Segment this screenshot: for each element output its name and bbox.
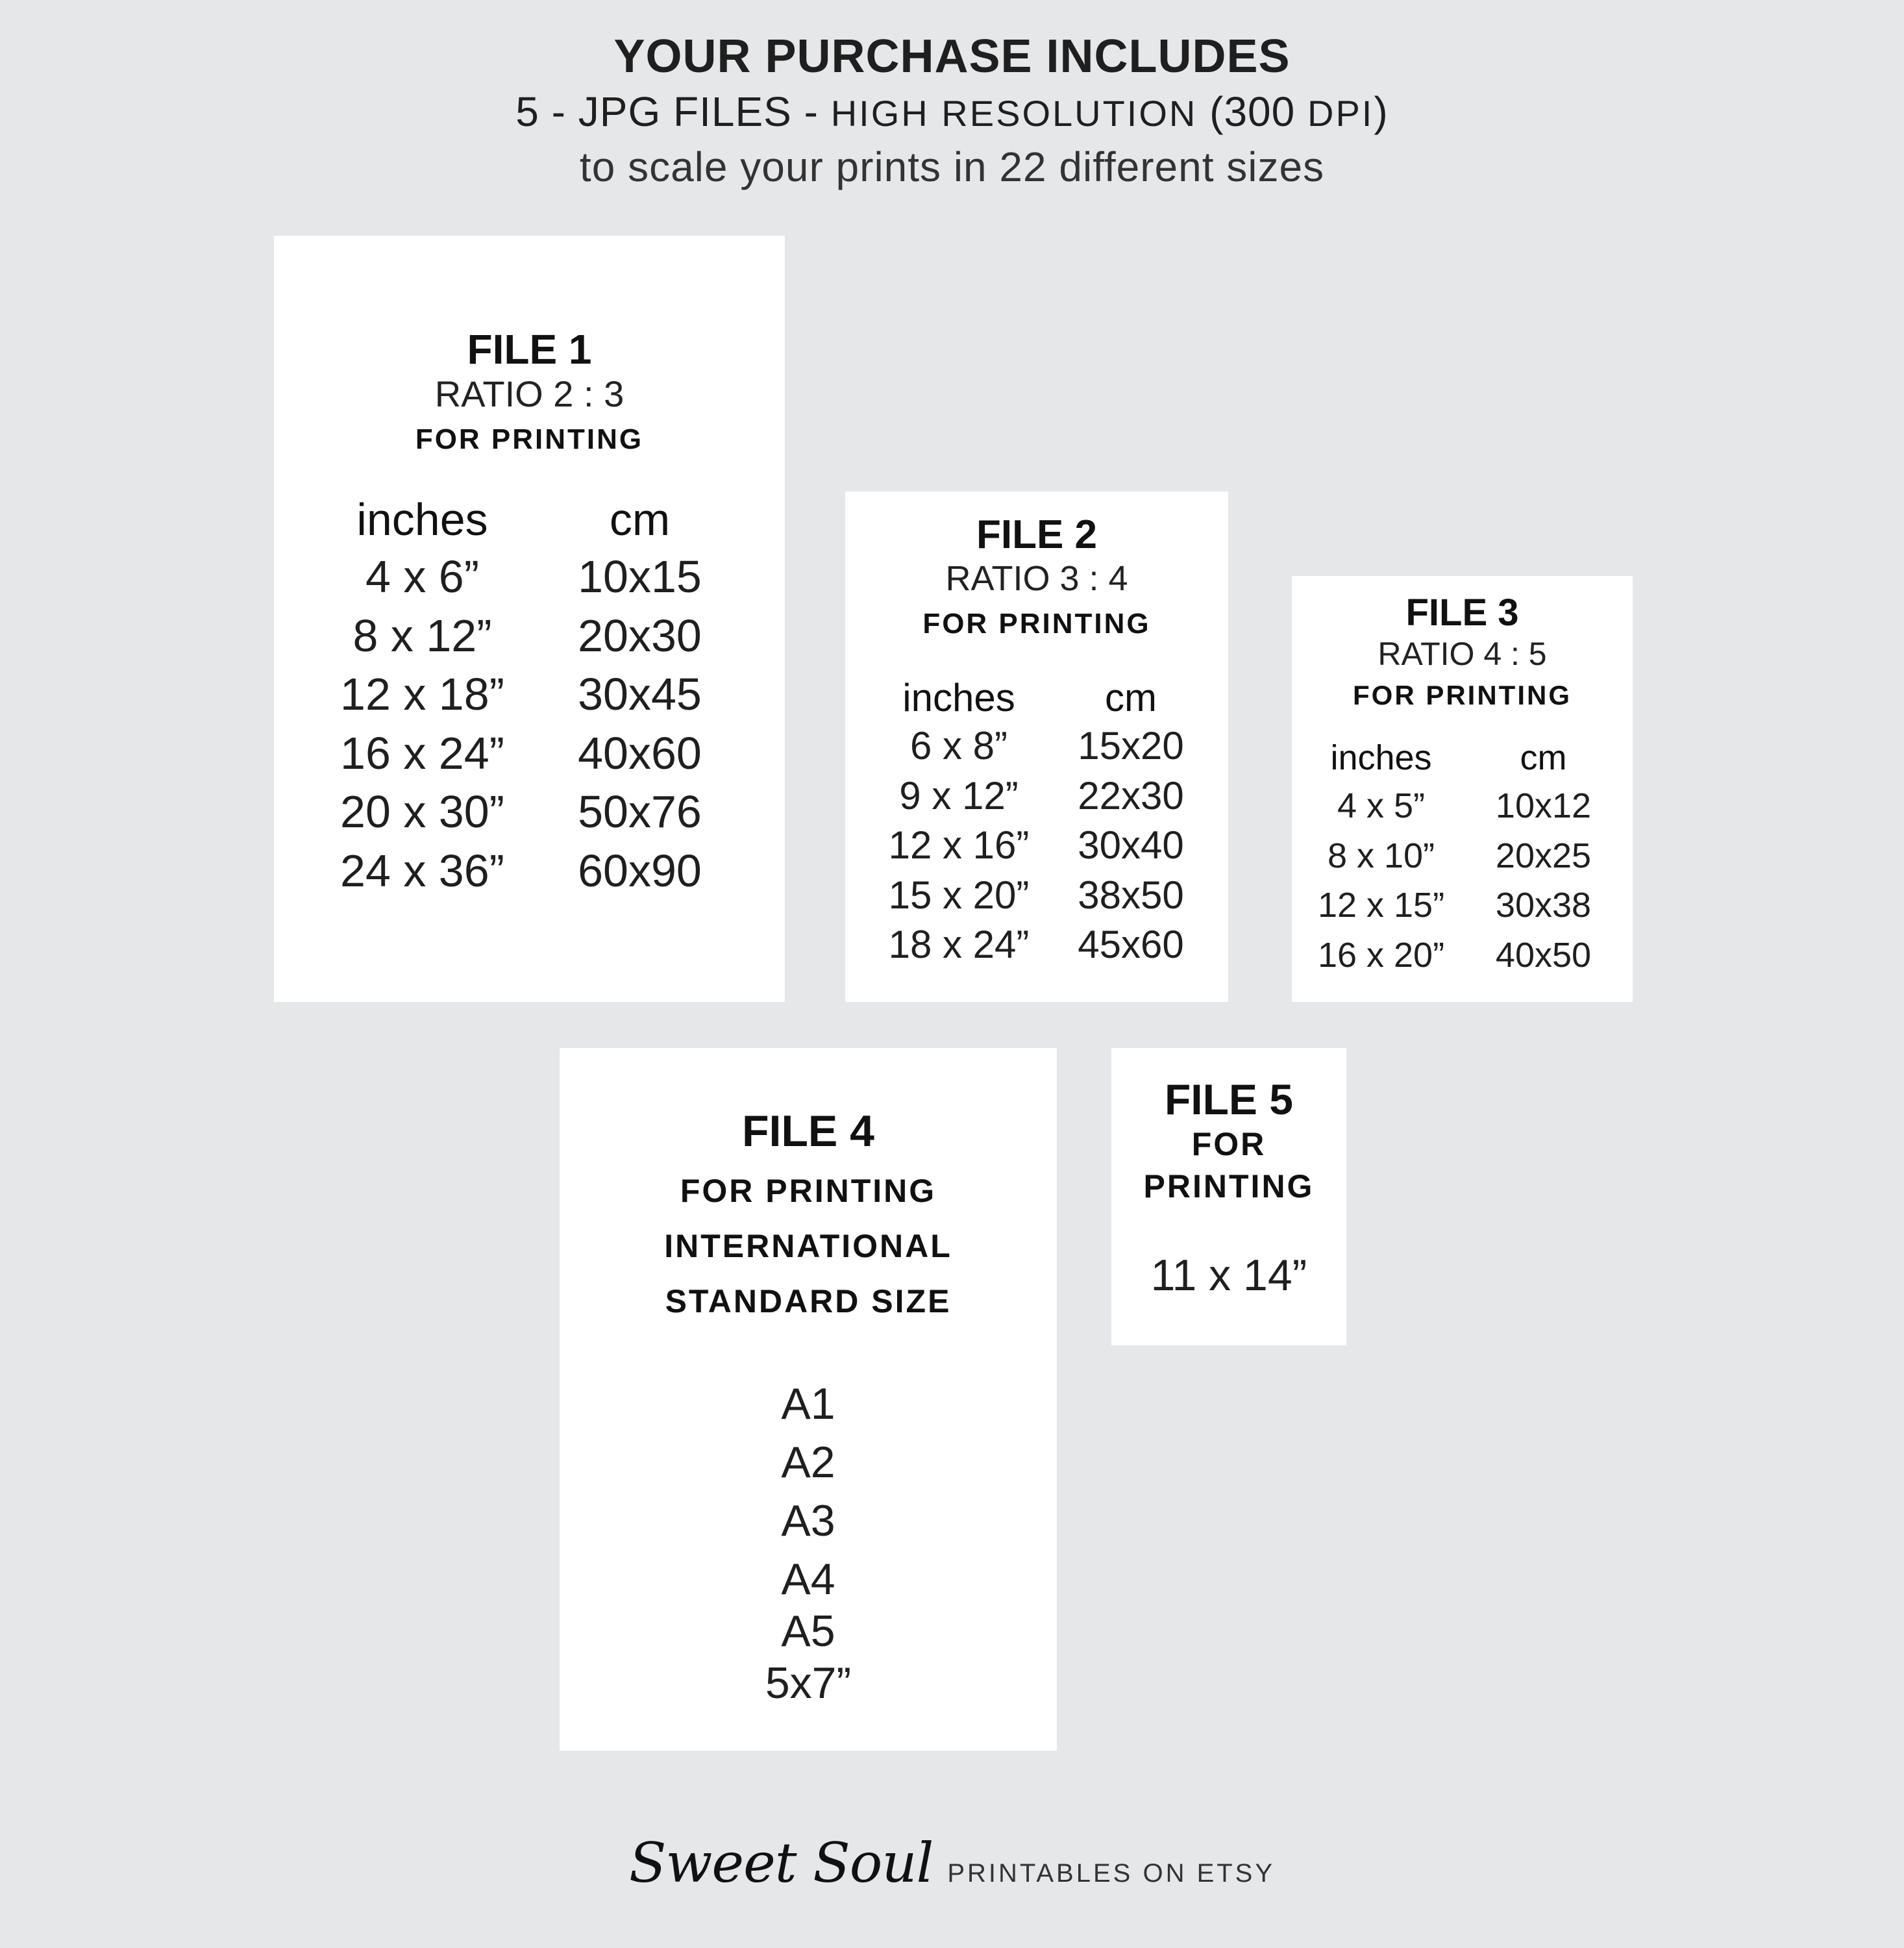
size-cm: 20x25 bbox=[1495, 836, 1592, 875]
file-1-size-table bbox=[312, 492, 747, 900]
footer bbox=[0, 1831, 1904, 1895]
table-row bbox=[865, 871, 1209, 921]
list-item: 5x7” bbox=[765, 1658, 852, 1708]
size-inches: 12 x 16” bbox=[888, 823, 1030, 867]
size-cm: 20x30 bbox=[578, 610, 702, 661]
size-inches: 4 x 6” bbox=[365, 551, 480, 602]
table-row bbox=[865, 821, 1209, 871]
table-row bbox=[1300, 880, 1625, 930]
brand-tagline: PRINTABLES ON ETSY bbox=[947, 1859, 1276, 1888]
table-row bbox=[865, 721, 1209, 771]
size-cm: 10x15 bbox=[578, 551, 702, 602]
size-inches: 24 x 36” bbox=[340, 845, 504, 896]
file-1-card bbox=[274, 236, 785, 1002]
size-inches: 8 x 12” bbox=[352, 610, 492, 661]
size-inches: 6 x 8” bbox=[909, 724, 1008, 768]
file-3-col-inches: inches bbox=[1330, 738, 1432, 777]
size-cm: 50x76 bbox=[578, 786, 702, 837]
file-4-card bbox=[560, 1048, 1057, 1751]
file-3-ratio: RATIO 4 : 5 bbox=[1378, 636, 1547, 672]
size-cm: 30x38 bbox=[1495, 886, 1592, 925]
table-row bbox=[312, 782, 747, 842]
file-2-header-row bbox=[865, 675, 1209, 721]
header-subtitle-dpi: DPI bbox=[1307, 93, 1374, 134]
size-inches: 20 x 30” bbox=[340, 786, 504, 837]
file-5-title: FILE 5 bbox=[1164, 1075, 1294, 1123]
size-cm: 40x50 bbox=[1495, 935, 1592, 975]
list-item: A3 bbox=[781, 1496, 835, 1545]
size-inches: 12 x 18” bbox=[340, 669, 504, 719]
file-3-for-printing: FOR PRINTING bbox=[1353, 680, 1572, 710]
file-3-col-cm: cm bbox=[1520, 738, 1567, 777]
size-inches: 16 x 24” bbox=[340, 727, 504, 779]
file-1-title: FILE 1 bbox=[467, 326, 592, 373]
file-1-ratio: RATIO 2 : 3 bbox=[434, 373, 624, 414]
table-row bbox=[1300, 930, 1625, 980]
size-cm: 30x45 bbox=[578, 669, 702, 719]
table-row bbox=[1300, 781, 1625, 831]
table-row bbox=[312, 724, 747, 783]
file-4-standard-size: STANDARD SIZE bbox=[665, 1283, 952, 1319]
brand-logo: Sweet Soul bbox=[628, 1831, 933, 1895]
header-subtitle-hires: HIGH RESOLUTION bbox=[830, 93, 1198, 134]
file-2-for-printing: FOR PRINTING bbox=[922, 608, 1151, 640]
list-item: A1 bbox=[781, 1379, 835, 1429]
file-2-card bbox=[845, 492, 1228, 1002]
file-2-ratio: RATIO 3 : 4 bbox=[945, 559, 1128, 598]
file-3-card bbox=[1292, 576, 1633, 1002]
header-subtitle-open: (300 bbox=[1197, 88, 1308, 135]
size-cm: 38x50 bbox=[1078, 873, 1184, 917]
file-5-card bbox=[1111, 1048, 1346, 1345]
list-item: A4 bbox=[781, 1555, 835, 1604]
size-cm: 22x30 bbox=[1078, 773, 1184, 818]
header-title: YOUR PURCHASE INCLUDES bbox=[613, 31, 1291, 82]
file-5-size: 11 x 14” bbox=[1150, 1251, 1307, 1300]
file-4-international: INTERNATIONAL bbox=[664, 1228, 952, 1264]
file-2-col-cm: cm bbox=[1105, 676, 1157, 719]
file-5-for: FOR bbox=[1191, 1126, 1267, 1162]
table-row bbox=[865, 920, 1209, 970]
size-inches: 9 x 12” bbox=[899, 773, 1019, 818]
size-cm: 10x12 bbox=[1495, 786, 1592, 825]
file-5-printing: PRINTING bbox=[1143, 1168, 1315, 1205]
table-row bbox=[312, 665, 747, 724]
size-inches: 16 x 20” bbox=[1317, 935, 1445, 975]
file-4-size-list bbox=[560, 1375, 1057, 1712]
size-cm: 45x60 bbox=[1078, 923, 1184, 966]
file-3-title: FILE 3 bbox=[1405, 592, 1519, 634]
file-3-size-table bbox=[1300, 734, 1625, 980]
size-cm: 30x40 bbox=[1078, 823, 1184, 867]
file-1-for-printing: FOR PRINTING bbox=[415, 423, 644, 455]
size-inches: 8 x 10” bbox=[1327, 836, 1435, 875]
header-subtitle-close: ) bbox=[1374, 88, 1389, 135]
header bbox=[0, 27, 1904, 194]
size-cm: 40x60 bbox=[578, 727, 702, 779]
file-2-col-inches: inches bbox=[902, 676, 1015, 719]
table-row bbox=[312, 842, 747, 901]
size-cm: 15x20 bbox=[1078, 724, 1184, 768]
size-inches: 12 x 15” bbox=[1317, 886, 1445, 925]
file-4-title: FILE 4 bbox=[741, 1106, 875, 1156]
table-row bbox=[312, 547, 747, 606]
file-4-for-printing: FOR PRINTING bbox=[680, 1173, 937, 1209]
file-1-col-cm: cm bbox=[609, 494, 671, 545]
header-subtitle-files: 5 - JPG FILES - bbox=[515, 88, 831, 135]
file-1-col-inches: inches bbox=[356, 494, 488, 545]
list-item: A2 bbox=[781, 1438, 835, 1487]
header-subtitle bbox=[0, 86, 1904, 140]
table-row bbox=[1300, 831, 1625, 881]
list-item: A5 bbox=[781, 1606, 835, 1656]
header-tagline: to scale your prints in 22 different sizes bbox=[579, 144, 1325, 190]
size-inches: 18 x 24” bbox=[888, 923, 1030, 966]
file-2-title: FILE 2 bbox=[976, 512, 1098, 557]
table-row bbox=[312, 606, 747, 666]
size-inches: 4 x 5” bbox=[1337, 786, 1426, 825]
size-cm: 60x90 bbox=[578, 845, 702, 896]
file-2-size-table bbox=[865, 675, 1209, 970]
table-row bbox=[865, 771, 1209, 821]
file-3-header-row bbox=[1300, 734, 1625, 781]
file-1-header-row bbox=[312, 492, 747, 547]
size-inches: 15 x 20” bbox=[888, 873, 1030, 917]
